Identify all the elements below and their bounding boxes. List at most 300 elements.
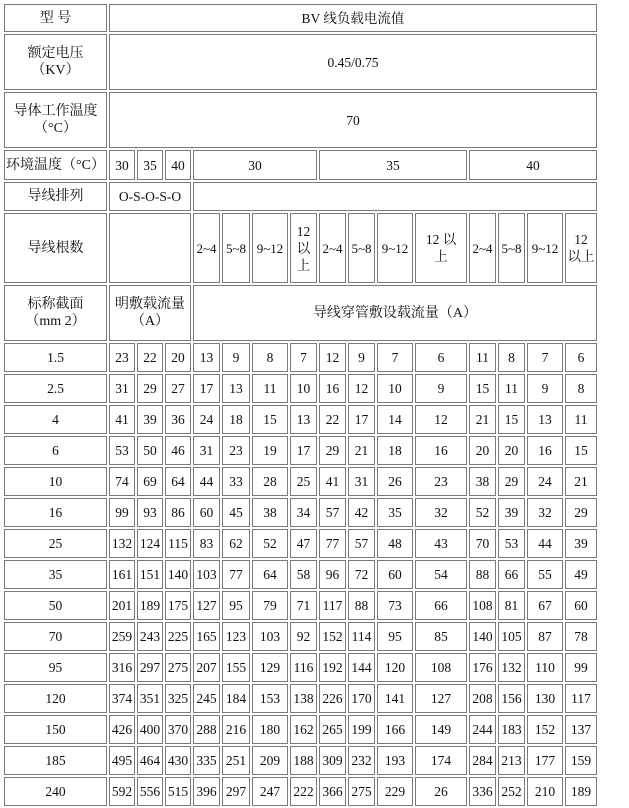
capacity-cell: 64 [165,467,191,496]
capacity-cell: 117 [565,684,597,713]
capacity-cell: 31 [348,467,375,496]
model-label: 型 号 [4,4,107,32]
capacity-cell: 29 [498,467,525,496]
capacity-cell: 137 [565,715,597,744]
capacity-cell: 24 [193,405,220,434]
capacity-cell: 592 [109,777,135,806]
bv-current-table [2,2,599,808]
capacity-cell: 130 [527,684,563,713]
capacity-cell: 108 [469,591,496,620]
capacity-cell: 38 [252,498,288,527]
section-size-cell: 95 [4,653,107,682]
capacity-cell: 22 [319,405,346,434]
capacity-cell: 316 [109,653,135,682]
capacity-cell: 13 [290,405,317,434]
open-capacity-label: 明敷载流量 [115,297,185,312]
conductor-temp-value: 70 [109,92,597,148]
capacity-cell: 27 [165,374,191,403]
capacity-cell: 11 [498,374,525,403]
capacity-cell: 20 [498,436,525,465]
capacity-cell: 24 [527,467,563,496]
capacity-cell: 85 [415,622,467,651]
table-row [4,498,597,527]
capacity-cell: 53 [109,436,135,465]
capacity-cell: 174 [415,746,467,775]
capacity-cell: 86 [165,498,191,527]
capacity-cell: 53 [498,529,525,558]
capacity-cell: 70 [469,529,496,558]
capacity-cell: 11 [252,374,288,403]
capacity-cell: 152 [527,715,563,744]
capacity-cell: 515 [165,777,191,806]
capacity-cell: 8 [565,374,597,403]
section-size-cell: 70 [4,622,107,651]
conductor-temp-unit: （°C） [34,121,77,136]
capacity-cell: 155 [222,653,250,682]
section-header-row [4,285,597,341]
voltage-label-text: 额定电压 [27,46,84,61]
ambient-temp-label: 环境温度（°C） [4,150,107,180]
capacity-cell: 22 [137,343,163,372]
capacity-cell: 26 [377,467,413,496]
arrangement-row [4,182,597,211]
capacity-cell: 35 [377,498,413,527]
capacity-data-body [4,343,597,806]
capacity-cell: 25 [290,467,317,496]
capacity-cell: 117 [319,591,346,620]
open-temp-40: 40 [165,150,191,180]
capacity-cell: 26 [415,777,467,806]
capacity-cell: 275 [165,653,191,682]
voltage-unit: （KV） [31,63,80,78]
capacity-cell: 62 [222,529,250,558]
capacity-cell: 208 [469,684,496,713]
capacity-cell: 13 [527,405,563,434]
capacity-cell: 48 [377,529,413,558]
capacity-cell: 284 [469,746,496,775]
capacity-cell: 17 [348,405,375,434]
capacity-cell: 275 [348,777,375,806]
capacity-cell: 99 [565,653,597,682]
capacity-cell: 245 [193,684,220,713]
capacity-cell: 47 [290,529,317,558]
capacity-cell: 176 [469,653,496,682]
capacity-cell: 52 [469,498,496,527]
table-row [4,622,597,651]
capacity-cell: 7 [527,343,563,372]
capacity-cell: 58 [290,560,317,589]
capacity-cell: 207 [193,653,220,682]
capacity-cell: 151 [137,560,163,589]
capacity-cell: 9 [348,343,375,372]
capacity-cell: 12 [348,374,375,403]
capacity-cell: 132 [109,529,135,558]
wire-count-35-c: 9~12 [377,213,413,283]
table-row [4,405,597,434]
section-size-cell: 150 [4,715,107,744]
arrangement-value: O-S-O-S-O [109,182,191,211]
section-size-cell: 185 [4,746,107,775]
capacity-cell: 166 [377,715,413,744]
capacity-cell: 153 [252,684,288,713]
capacity-cell: 188 [290,746,317,775]
capacity-cell: 103 [193,560,220,589]
capacity-cell: 15 [498,405,525,434]
capacity-cell: 72 [348,560,375,589]
capacity-cell: 400 [137,715,163,744]
table-row [4,374,597,403]
capacity-cell: 33 [222,467,250,496]
capacity-cell: 17 [193,374,220,403]
section-size-cell: 25 [4,529,107,558]
capacity-cell: 50 [137,436,163,465]
capacity-cell: 9 [222,343,250,372]
capacity-cell: 213 [498,746,525,775]
wire-count-30-d: 12 以 上 [290,213,317,283]
wire-count-30-c: 9~12 [252,213,288,283]
table-row [4,467,597,496]
capacity-cell: 225 [165,622,191,651]
capacity-cell: 556 [137,777,163,806]
table-row [4,684,597,713]
capacity-cell: 229 [377,777,413,806]
capacity-cell: 201 [109,591,135,620]
capacity-cell: 366 [319,777,346,806]
capacity-cell: 67 [527,591,563,620]
capacity-cell: 69 [137,467,163,496]
capacity-cell: 39 [137,405,163,434]
capacity-cell: 88 [469,560,496,589]
capacity-cell: 64 [252,560,288,589]
capacity-cell: 374 [109,684,135,713]
capacity-cell: 105 [498,622,525,651]
capacity-cell: 39 [565,529,597,558]
capacity-cell: 243 [137,622,163,651]
capacity-cell: 39 [498,498,525,527]
capacity-cell: 43 [415,529,467,558]
capacity-cell: 103 [252,622,288,651]
capacity-cell: 49 [565,560,597,589]
open-capacity-unit: （A） [130,314,170,329]
capacity-cell: 95 [222,591,250,620]
capacity-cell: 21 [469,405,496,434]
capacity-cell: 247 [252,777,288,806]
capacity-cell: 15 [565,436,597,465]
capacity-cell: 108 [415,653,467,682]
pipe-capacity-header: 导线穿管敷设载流量（A） [193,285,597,341]
capacity-cell: 170 [348,684,375,713]
capacity-cell: 38 [469,467,496,496]
capacity-cell: 464 [137,746,163,775]
capacity-cell: 83 [193,529,220,558]
capacity-cell: 132 [498,653,525,682]
section-size-cell: 1.5 [4,343,107,372]
capacity-cell: 144 [348,653,375,682]
capacity-cell: 45 [222,498,250,527]
capacity-cell: 21 [565,467,597,496]
capacity-cell: 193 [377,746,413,775]
capacity-cell: 189 [565,777,597,806]
capacity-cell: 175 [165,591,191,620]
capacity-cell: 123 [222,622,250,651]
capacity-cell: 184 [222,684,250,713]
capacity-cell: 210 [527,777,563,806]
capacity-cell: 110 [527,653,563,682]
open-temp-35: 35 [137,150,163,180]
capacity-cell: 66 [498,560,525,589]
capacity-cell: 10 [290,374,317,403]
capacity-cell: 370 [165,715,191,744]
capacity-cell: 6 [565,343,597,372]
capacity-cell: 57 [319,498,346,527]
capacity-cell: 77 [319,529,346,558]
open-temp-30: 30 [109,150,135,180]
capacity-cell: 8 [498,343,525,372]
capacity-cell: 46 [165,436,191,465]
section-size-cell: 16 [4,498,107,527]
capacity-cell: 12 [415,405,467,434]
capacity-cell: 29 [565,498,597,527]
table-row [4,746,597,775]
capacity-cell: 42 [348,498,375,527]
capacity-cell: 9 [415,374,467,403]
capacity-cell: 16 [415,436,467,465]
wire-count-row [4,213,597,283]
capacity-cell: 44 [193,467,220,496]
capacity-cell: 288 [193,715,220,744]
capacity-cell: 426 [109,715,135,744]
table-row [4,715,597,744]
capacity-cell: 430 [165,746,191,775]
capacity-cell: 16 [319,374,346,403]
table-row [4,343,597,372]
capacity-cell: 114 [348,622,375,651]
capacity-cell: 226 [319,684,346,713]
capacity-cell: 31 [109,374,135,403]
capacity-cell: 149 [415,715,467,744]
voltage-value: 0.45/0.75 [109,34,597,90]
section-size-cell: 50 [4,591,107,620]
capacity-cell: 297 [137,653,163,682]
section-label [4,285,107,341]
capacity-cell: 60 [565,591,597,620]
capacity-cell: 10 [377,374,413,403]
pipe-temp-30: 30 [193,150,317,180]
capacity-cell: 209 [252,746,288,775]
capacity-cell: 13 [222,374,250,403]
capacity-cell: 16 [527,436,563,465]
open-capacity-header [109,285,191,341]
capacity-cell: 88 [348,591,375,620]
capacity-cell: 14 [377,405,413,434]
wire-count-30-b: 5~8 [222,213,250,283]
capacity-cell: 11 [469,343,496,372]
capacity-cell: 351 [137,684,163,713]
capacity-cell: 32 [415,498,467,527]
conductor-temp-label [4,92,107,148]
conductor-temp-row [4,92,597,148]
voltage-label [4,34,107,90]
wire-count-35-a: 2~4 [319,213,346,283]
capacity-cell: 140 [165,560,191,589]
capacity-cell: 32 [527,498,563,527]
section-size-cell: 6 [4,436,107,465]
capacity-cell: 9 [527,374,563,403]
capacity-cell: 495 [109,746,135,775]
ambient-temp-row [4,150,597,180]
section-size-cell: 240 [4,777,107,806]
table-row [4,560,597,589]
capacity-cell: 28 [252,467,288,496]
capacity-cell: 44 [527,529,563,558]
table-row [4,591,597,620]
capacity-cell: 54 [415,560,467,589]
capacity-cell: 19 [252,436,288,465]
table-row [4,529,597,558]
capacity-cell: 152 [319,622,346,651]
capacity-cell: 116 [290,653,317,682]
capacity-cell: 36 [165,405,191,434]
capacity-cell: 96 [319,560,346,589]
capacity-cell: 8 [252,343,288,372]
capacity-cell: 180 [252,715,288,744]
section-size-cell: 10 [4,467,107,496]
capacity-cell: 20 [469,436,496,465]
capacity-cell: 216 [222,715,250,744]
capacity-cell: 87 [527,622,563,651]
capacity-cell: 138 [290,684,317,713]
capacity-cell: 77 [222,560,250,589]
section-size-cell: 120 [4,684,107,713]
capacity-cell: 78 [565,622,597,651]
wire-count-open-empty [109,213,191,283]
capacity-cell: 159 [565,746,597,775]
capacity-cell: 141 [377,684,413,713]
capacity-cell: 396 [193,777,220,806]
capacity-cell: 29 [319,436,346,465]
capacity-cell: 23 [109,343,135,372]
capacity-cell: 41 [319,467,346,496]
capacity-cell: 57 [348,529,375,558]
capacity-cell: 71 [290,591,317,620]
model-value: BV 线负载电流值 [109,4,597,32]
capacity-cell: 192 [319,653,346,682]
capacity-cell: 41 [109,405,135,434]
wire-count-40-c: 9~12 [527,213,563,283]
arrangement-label: 导线排列 [4,182,107,211]
pipe-temp-35: 35 [319,150,467,180]
capacity-cell: 156 [498,684,525,713]
capacity-cell: 183 [498,715,525,744]
capacity-cell: 161 [109,560,135,589]
section-label-text: 标称截面 [27,297,84,312]
wire-count-30-a: 2~4 [193,213,220,283]
capacity-cell: 232 [348,746,375,775]
capacity-cell: 244 [469,715,496,744]
capacity-cell: 79 [252,591,288,620]
table-row [4,777,597,806]
capacity-cell: 124 [137,529,163,558]
capacity-cell: 222 [290,777,317,806]
capacity-cell: 60 [193,498,220,527]
voltage-row [4,34,597,90]
capacity-cell: 11 [565,405,597,434]
section-size-cell: 2.5 [4,374,107,403]
wire-count-40-d: 12 以上 [565,213,597,283]
capacity-cell: 92 [290,622,317,651]
capacity-cell: 325 [165,684,191,713]
capacity-cell: 7 [290,343,317,372]
table-row [4,436,597,465]
capacity-cell: 34 [290,498,317,527]
capacity-cell: 309 [319,746,346,775]
capacity-cell: 21 [348,436,375,465]
capacity-cell: 189 [137,591,163,620]
capacity-cell: 17 [290,436,317,465]
capacity-cell: 31 [193,436,220,465]
capacity-cell: 7 [377,343,413,372]
capacity-cell: 297 [222,777,250,806]
capacity-cell: 15 [469,374,496,403]
model-row [4,4,597,32]
wire-count-label: 导线根数 [4,213,107,283]
capacity-cell: 18 [222,405,250,434]
pipe-temp-40: 40 [469,150,597,180]
section-size-cell: 35 [4,560,107,589]
capacity-cell: 99 [109,498,135,527]
capacity-cell: 177 [527,746,563,775]
capacity-cell: 13 [193,343,220,372]
capacity-cell: 23 [222,436,250,465]
conductor-temp-label-text: 导体工作温度 [13,104,98,119]
capacity-cell: 12 [319,343,346,372]
capacity-cell: 18 [377,436,413,465]
capacity-cell: 66 [415,591,467,620]
capacity-cell: 81 [498,591,525,620]
capacity-cell: 199 [348,715,375,744]
capacity-cell: 129 [252,653,288,682]
capacity-cell: 15 [252,405,288,434]
capacity-cell: 127 [193,591,220,620]
capacity-cell: 74 [109,467,135,496]
capacity-cell: 162 [290,715,317,744]
capacity-cell: 52 [252,529,288,558]
capacity-cell: 120 [377,653,413,682]
capacity-cell: 20 [165,343,191,372]
capacity-cell: 265 [319,715,346,744]
table-row [4,653,597,682]
capacity-cell: 127 [415,684,467,713]
capacity-cell: 55 [527,560,563,589]
capacity-cell: 60 [377,560,413,589]
wire-count-35-d: 12 以 上 [415,213,467,283]
capacity-cell: 251 [222,746,250,775]
capacity-cell: 165 [193,622,220,651]
arrangement-empty [193,182,597,211]
capacity-cell: 23 [415,467,467,496]
capacity-cell: 93 [137,498,163,527]
capacity-cell: 252 [498,777,525,806]
capacity-cell: 115 [165,529,191,558]
capacity-cell: 6 [415,343,467,372]
capacity-cell: 336 [469,777,496,806]
capacity-cell: 259 [109,622,135,651]
capacity-cell: 335 [193,746,220,775]
wire-count-40-b: 5~8 [498,213,525,283]
capacity-cell: 29 [137,374,163,403]
capacity-cell: 95 [377,622,413,651]
capacity-cell: 73 [377,591,413,620]
